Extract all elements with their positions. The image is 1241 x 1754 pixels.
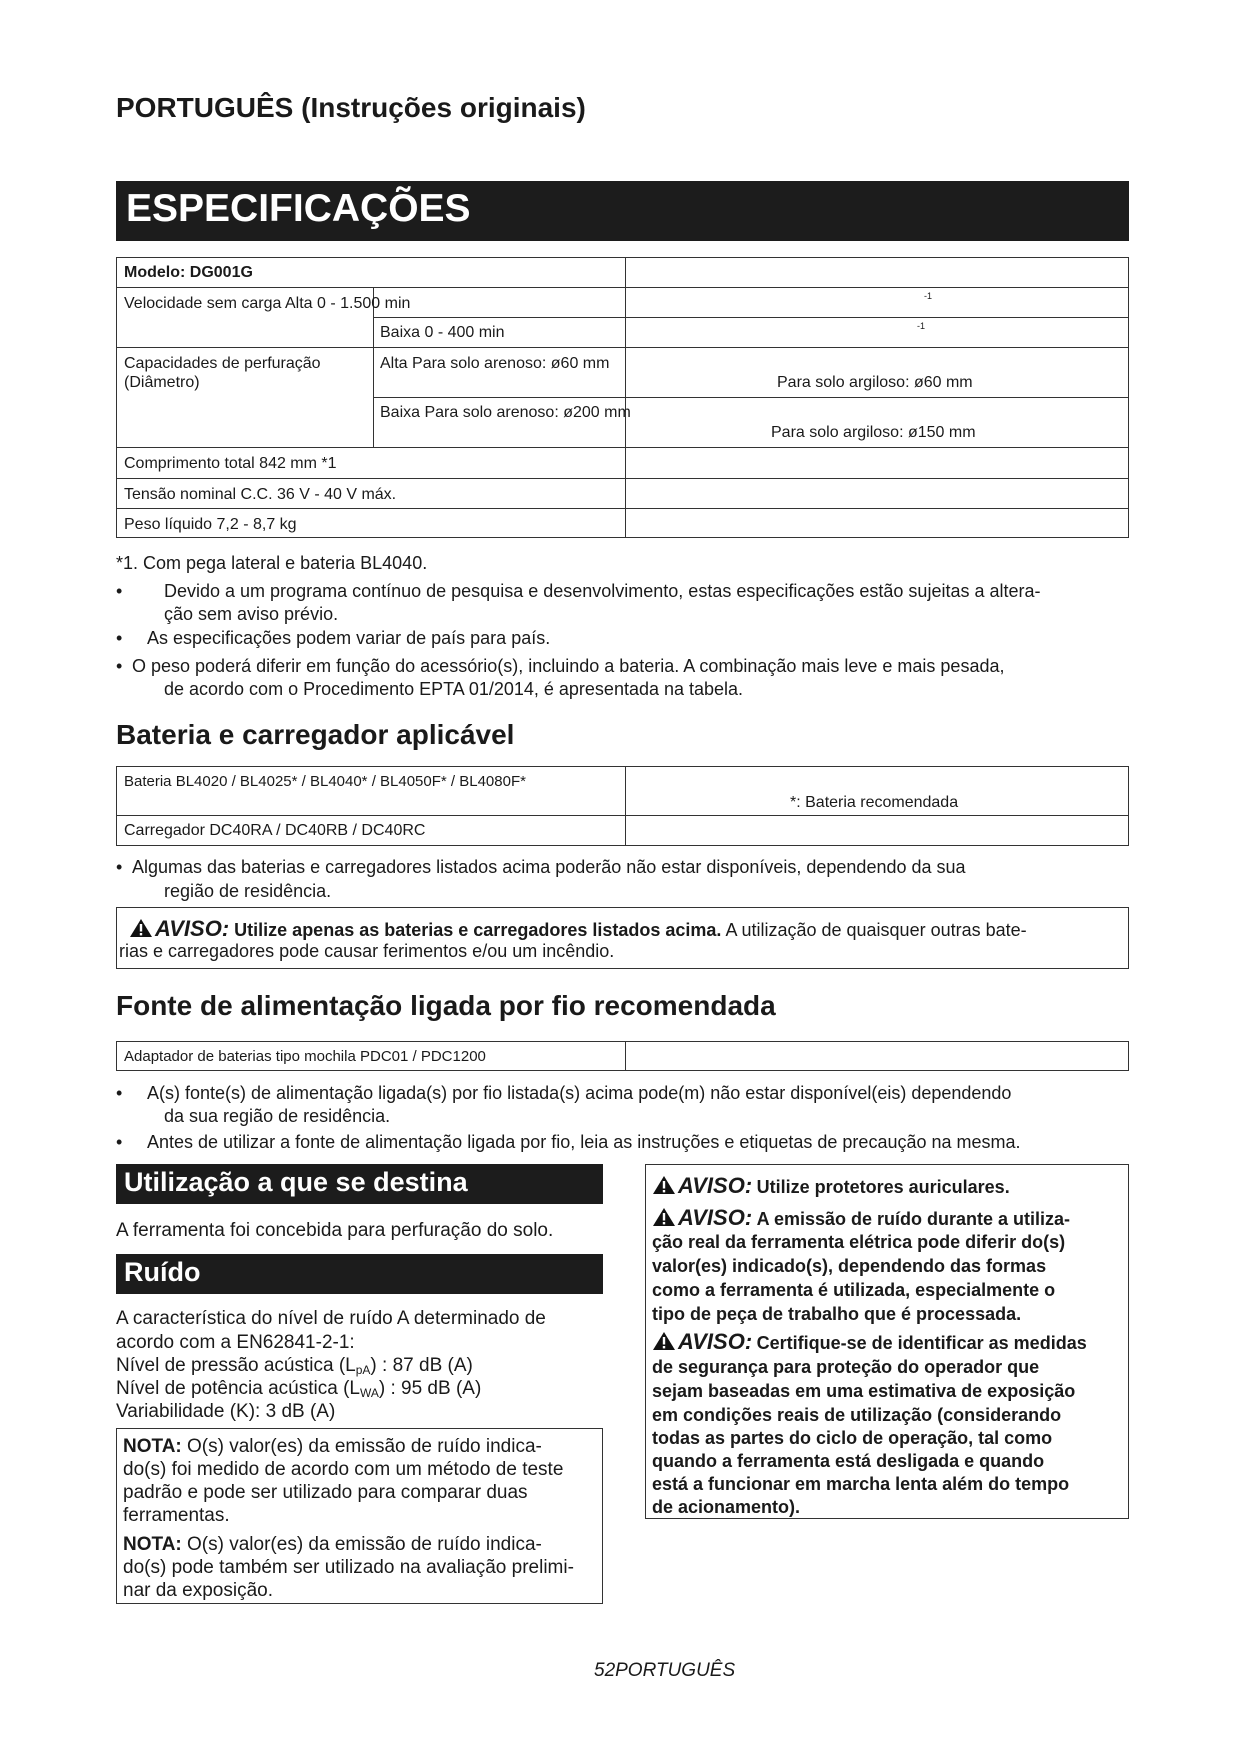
warning-safety-line4: em condições reais de utilização (considerando: [652, 1405, 1062, 1425]
warning-safety-line7: está a funcionar em marcha lenta além do tempo: [652, 1474, 1070, 1494]
spec-note-bullet: •: [116, 581, 123, 601]
spec-note-2: As especificações podem variar de país para país.: [147, 628, 551, 648]
battery-note-bullet: •: [116, 857, 123, 877]
spec-footnote: *1. Com pega lateral e bateria BL4040.: [116, 553, 428, 573]
warning-safety-line8: de acionamento).: [652, 1497, 801, 1517]
noise-power-level: Nível de potência acústica $(L_{WA})$ : 95 dB (A): [116, 1378, 482, 1400]
spec-cap-low-sand: Baixa Para solo arenoso: ø200 mm: [380, 404, 631, 421]
noise-banner: Ruído: [116, 1254, 603, 1294]
power-note-bullet: •: [116, 1132, 123, 1152]
power-note-1-line2: da sua região de residência.: [164, 1106, 391, 1126]
spec-speed-exp-low: -1: [917, 321, 926, 331]
power-source-title: Fonte de alimentação ligada por fio recomendada: [116, 990, 776, 1021]
battery-note-line1: Algumas das baterias e carregadores listados acima poderão não estar disponíveis, dependendo da sua: [132, 857, 966, 877]
noise-note-1: NOTA: O(s) valor(es) da emissão de ruído indica-: [123, 1436, 542, 1457]
noise-variability: Variabilidade (K): 3 dB (A): [116, 1401, 336, 1422]
spec-length: Comprimento total 842 mm *1: [124, 455, 337, 472]
noise-intro-line1: A característica do nível de ruído A determinado de: [116, 1308, 546, 1329]
battery-list: Bateria BL4020 / BL4025* / BL4040* / BL4050F* / BL4080F*: [124, 773, 526, 790]
spec-note-3-line2: de acordo com o Procedimento EPTA 01/2014, é apresentada na tabela.: [164, 679, 744, 699]
spec-note-1-line1: Devido a um programa contínuo de pesquisa e desenvolvimento, estas especificações estão sujeitas a altera-: [164, 581, 1041, 601]
warning-noise-line5: tipo de peça de trabalho que é processada.: [652, 1304, 1022, 1324]
noise-note-2: NOTA: O(s) valor(es) da emissão de ruído indica-: [123, 1534, 542, 1555]
intended-use-banner: Utilização a que se destina: [116, 1164, 603, 1204]
warning-noise-emission: AVISO: A emissão de ruído durante a utiliza-: [652, 1205, 1070, 1231]
noise-intro-line2: acordo com a EN62841-2-1:: [116, 1332, 355, 1353]
battery-recommended-note: *: Bateria recomendada: [790, 794, 959, 811]
warning-label: AVISO:: [155, 916, 230, 941]
power-note-bullet: •: [116, 1083, 123, 1103]
warning-noise-line4: como a ferramenta é utilizada, especialmente o: [652, 1280, 1056, 1300]
spec-capacity-label: Capacidades de perfuração: [124, 355, 321, 372]
spec-speed-high: Velocidade sem carga Alta 0 - 1.500 min: [124, 295, 411, 312]
warning-triangle-icon: [652, 1175, 676, 1195]
warning-triangle-icon: [652, 1207, 676, 1227]
page-language-title: PORTUGUÊS (Instruções originais): [116, 92, 586, 123]
warning-safety-line3: sejam baseadas em uma estimativa de exposição: [652, 1381, 1076, 1401]
spec-cap-high-sand: Alta Para solo arenoso: ø60 mm: [380, 355, 610, 372]
spec-cap-high-clay: Para solo argiloso: ø60 mm: [777, 374, 973, 391]
spec-speed-low: Baixa 0 - 400 min: [380, 324, 505, 341]
warning-triangle-icon: [129, 918, 153, 938]
adapter-list: Adaptador de baterias tipo mochila PDC01 / PDC1200: [124, 1048, 486, 1065]
battery-section-title: Bateria e carregador aplicável: [116, 719, 515, 750]
warning-safety-measures: AVISO: Certifique-se de identificar as medidas: [652, 1329, 1087, 1355]
warning-hearing: AVISO: Utilize protetores auriculares.: [652, 1173, 1010, 1199]
spec-note-bullet: •: [116, 628, 123, 648]
warning-noise-line2: ção real da ferramenta elétrica pode diferir do(s): [652, 1232, 1066, 1252]
noise-note-2-line3: nar da exposição.: [123, 1580, 273, 1601]
warning-safety-line6: quando a ferramenta está desligada e quando: [652, 1451, 1045, 1471]
warning-safety-line5: todas as partes do ciclo de operação, tal como: [652, 1428, 1053, 1448]
spec-capacity-sublabel: (Diâmetro): [124, 374, 200, 391]
power-note-2: Antes de utilizar a fonte de alimentação ligada por fio, leia as instruções e etiquetas de precaução na mesma.: [147, 1132, 1021, 1152]
spec-note-1-line2: ção sem aviso prévio.: [164, 604, 339, 624]
intended-use-text: A ferramenta foi concebida para perfuração do solo.: [116, 1220, 554, 1241]
noise-note-box: [116, 1428, 603, 1604]
page-footer: 52PORTUGUÊS: [594, 1660, 736, 1681]
warning-triangle-icon: [652, 1331, 676, 1351]
noise-note-1-line2: do(s) foi medido de acordo com um método de teste: [123, 1459, 564, 1480]
battery-warning-text: A utilização de quaisquer outras bate-: [725, 920, 1027, 940]
noise-warnings-box: [645, 1164, 1129, 1519]
noise-note-1-line4: ferramentas.: [123, 1505, 230, 1526]
battery-warning-box: [116, 907, 1129, 969]
power-note-1-line1: A(s) fonte(s) de alimentação ligada(s) por fio listada(s) acima pode(m) não estar disponível(eis) dependendo: [147, 1083, 1012, 1103]
spec-cap-low-clay: Para solo argiloso: ø150 mm: [771, 424, 976, 441]
spec-weight: Peso líquido 7,2 - 8,7 kg: [124, 516, 297, 533]
charger-list: Carregador DC40RA / DC40RB / DC40RC: [124, 822, 426, 839]
battery-warning-text-cont: rias e carregadores pode causar ferimentos e/ou um incêndio.: [119, 941, 615, 961]
noise-pressure-level: Nível de pressão acústica $(L_{pA})$ : 87 dB (A): [116, 1355, 473, 1377]
warning-safety-line2: de segurança para proteção do operador que: [652, 1357, 1040, 1377]
noise-note-1-line3: padrão e pode ser utilizado para comparar duas: [123, 1482, 528, 1503]
spec-note-bullet: •: [116, 656, 123, 676]
specifications-banner: ESPECIFICAÇÕES: [116, 181, 1129, 241]
warning-noise-line3: valor(es) indicado(s), dependendo das formas: [652, 1256, 1047, 1276]
spec-speed-exp-high: -1: [924, 291, 933, 301]
battery-note-line2: região de residência.: [164, 881, 332, 901]
spec-note-3-line1: O peso poderá diferir em função do acessório(s), incluindo a bateria. A combinação mais leve e mais pesada,: [132, 656, 1005, 676]
spec-voltage: Tensão nominal C.C. 36 V - 40 V máx.: [124, 486, 397, 503]
battery-warning-bold: Utilize apenas as baterias e carregadores listados acima.: [234, 920, 722, 940]
spec-model: Modelo: DG001G: [124, 264, 253, 281]
noise-note-2-line2: do(s) pode também ser utilizado na avaliação prelimi-: [123, 1557, 574, 1578]
